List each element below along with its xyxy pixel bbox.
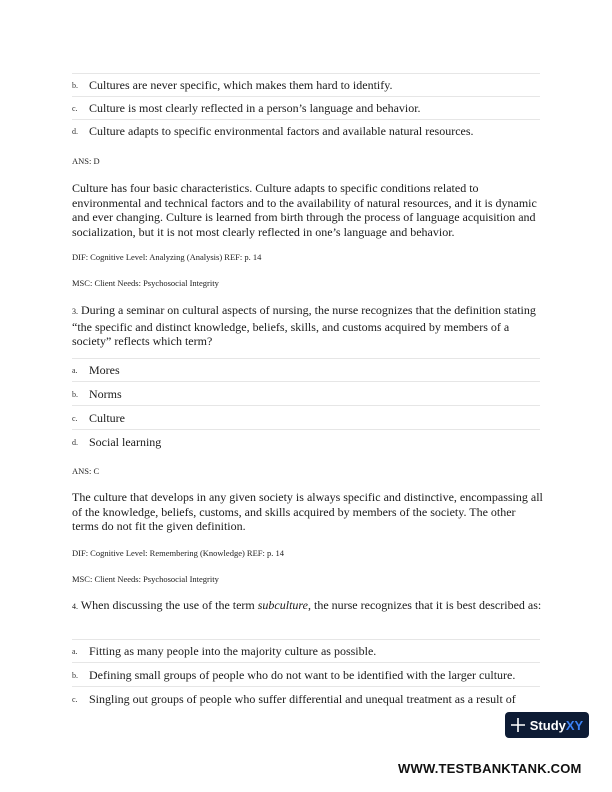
q2-msc: MSC: Client Needs: Psychosocial Integrity [72,278,219,288]
option-letter: c. [72,694,78,704]
option-letter: c. [72,103,78,113]
q2-option-c [72,97,540,120]
option-text: Culture is most clearly reflected in a person’s language and behavior. [89,100,421,115]
q2-option-b [72,74,540,97]
q3-option-c [72,407,540,430]
q2-rationale: Culture has four basic characteristics. Culture adapts to specific conditions related to environmental and technical factors and to the availability of natural resources, and it is dynamic and ever changing. Culture is learned from birth through the process of language acquisition and socialization, but it is not most clearly reflected in one’s language and behavior. [72,181,537,239]
q2-answer: ANS: D [72,156,100,166]
question-number: 3. [72,307,78,316]
option-text: Culture [89,410,125,425]
option-text: Singling out groups of people who suffer differential and unequal treatment as a result of [89,691,516,706]
question-text-end: , the nurse recognizes that it is best described as: [307,598,542,612]
option-text: Cultures are never specific, which makes them hard to identify. [89,77,393,92]
q2-difficulty: DIF: Cognitive Level: Analyzing (Analysis) REF: p. 14 [72,252,262,262]
studyxy-badge[interactable] [505,712,589,738]
q2-option-d [72,120,540,142]
q3-option-d [72,431,540,453]
q4-option-b [72,664,540,687]
option-letter: b. [72,80,78,90]
option-letter: a. [72,646,78,656]
option-text: Defining small groups of people who do not want to be identified with the larger culture. [89,667,516,682]
option-text: Culture adapts to specific environmental factors and available natural resources. [89,123,474,138]
option-letter: c. [72,413,78,423]
option-text: Mores [89,362,120,377]
q4-stem [72,598,544,615]
q3-difficulty: DIF: Cognitive Level: Remembering (Knowledge) REF: p. 14 [72,548,284,558]
badge-accent: XY [565,717,584,733]
option-letter: a. [72,365,78,375]
option-text: Social learning [89,434,162,449]
q3-rationale: The culture that develops in any given society is always specific and distinctive, encompassing all of the knowledge, beliefs, customs, and skills acquired by members of the society. The other terms do not fit the given definition. [72,490,543,533]
badge-label: Study [529,717,566,733]
question-text-start: When discussing the use of the term [80,598,258,612]
option-letter: b. [72,670,78,680]
q3-answer: ANS: C [72,466,100,476]
option-letter: d. [72,437,78,447]
option-letter: b. [72,389,78,399]
q4-option-a [72,640,540,663]
option-letter: d. [72,126,78,136]
q3-stem [72,303,544,349]
q3-option-a [72,359,540,382]
option-text: Norms [89,386,122,401]
q4-option-c [72,688,540,710]
question-term: subculture [257,598,308,612]
question-number: 4. [72,602,78,611]
footer-url[interactable]: WWW.TESTBANKTANK.COM [398,761,582,776]
q3-option-b [72,383,540,406]
q3-msc: MSC: Client Needs: Psychosocial Integrity [72,574,219,584]
question-text: During a seminar on cultural aspects of nursing, the nurse recognizes that the definition stating “the specific and distinct knowledge, beliefs, skills, and customs acquired by members of a society” reflects which term? [72,303,536,348]
plus-sparkle-icon [511,718,525,732]
option-text: Fitting as many people into the majority culture as possible. [89,643,377,658]
